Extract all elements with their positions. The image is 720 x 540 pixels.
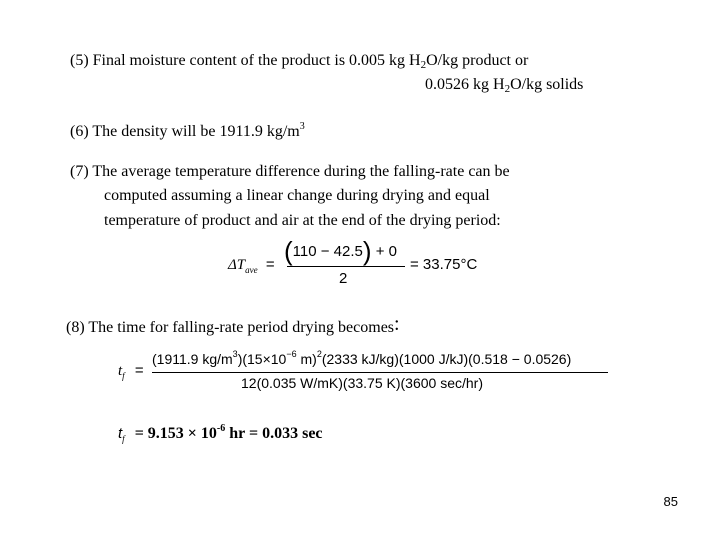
subscript: 2 [504, 83, 511, 95]
item-5-text-d: O/kg solids [510, 76, 584, 93]
item-6-text: (6) The density will be 1911.9 kg/m [70, 123, 300, 140]
subscript: 2 [420, 59, 427, 71]
item-7-line-3: temperature of product and air at the end of the drying period: [104, 212, 501, 229]
item-5-line-1 [70, 51, 528, 75]
item-7-line-1: (7) The average temperature difference during the falling-rate can be [70, 163, 510, 180]
eq2-fraction-bar [152, 372, 608, 373]
item-8-text: (8) The time for falling-rate period drying becomes [66, 319, 395, 336]
eq1-denominator: 2 [339, 270, 348, 287]
item-8: (8) The time for falling-rate period drying becomes: [66, 313, 400, 336]
eq1-numerator: (110 − 42.5) + 0 [284, 236, 397, 266]
eq1-result: = 33.75°C [410, 256, 478, 273]
eq2-numerator: (1911.9 $kg/m^3)(15\times 10^{-6}$ m)$^2$(2333 kJ/kg)(1000 J/kJ)(0.518 − 0.0526) [152, 349, 572, 367]
page-number: 85 [663, 494, 678, 509]
item-5-line-2 [425, 75, 583, 99]
item-5-text-c: 0.0526 kg H [425, 76, 505, 93]
eq1-fraction-bar [287, 266, 405, 267]
eq2-denominator: 12(0.035 W/mK)(33.75 K)(3600 sec/hr) [241, 375, 483, 391]
result-line: $t_f = 9.153 \times 10^{-6}$ hr = 0.033 sec [118, 423, 323, 444]
item-6 [70, 117, 305, 142]
item-5-text-b: O/kg product or [426, 52, 529, 69]
eq2-lhs: $t_f$ = [118, 362, 144, 381]
superscript: 3 [299, 121, 305, 132]
item-7-line-2: computed assuming a linear change during drying and equal [104, 187, 490, 204]
eq1-lhs: $\Delta T_{ave}$ = [228, 256, 275, 275]
item-5-text-a: (5) Final moisture content of the product is 0.005 kg H [70, 52, 421, 69]
result-value: = 9.153 × 10 [134, 425, 217, 442]
